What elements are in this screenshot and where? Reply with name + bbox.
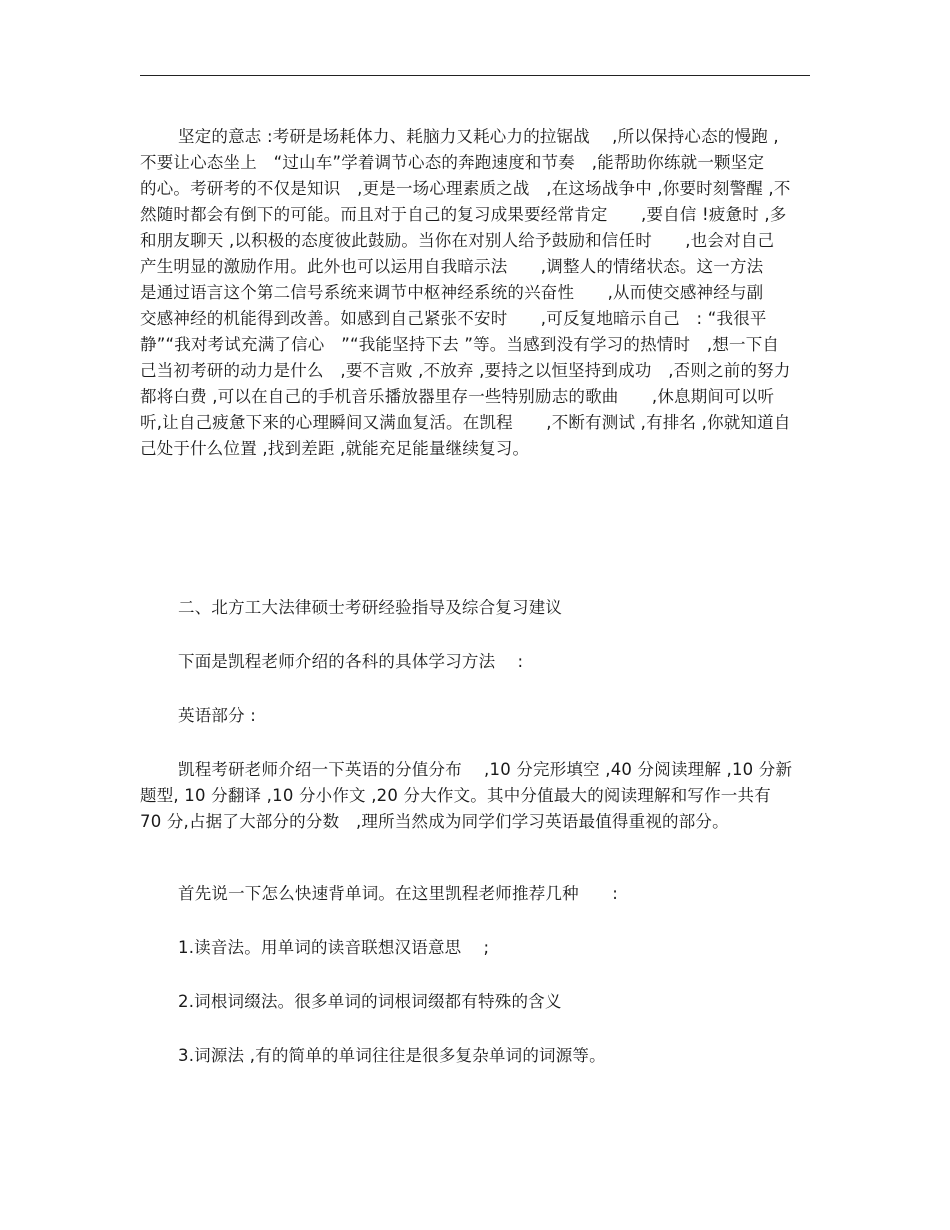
vocab-intro-paragraph: 首先说一下怎么快速背单词。在这里凯程老师推荐几种 : bbox=[178, 884, 618, 903]
text-line: 凯程考研老师介绍一下英语的分值分布 ,10 分完形填空 ,40 分阅读理解 ,10 分新 bbox=[178, 760, 793, 779]
text-line: 是通过语言这个第二信号系统来调节中枢神经系统的兴奋性 ,从而使交感神经与副 bbox=[140, 283, 764, 302]
text-line: 己当初考研的动力是什么 ,要不言败 ,不放弃 ,要持之以恒坚持到成功 ,否则之前的努力 bbox=[140, 361, 791, 380]
text-line: 然随时都会有倒下的可能。而且对于自己的复习成果要经常肯定 ,要自信 !疲惫时 ,多 bbox=[140, 205, 787, 224]
text-line: 坚定的意志 :考研是场耗体力、耗脑力又耗心力的拉锯战 ,所以保持心态的慢跑 , bbox=[178, 127, 779, 146]
section-heading: 二、北方工大法律硕士考研经验指导及综合复习建议 bbox=[178, 598, 563, 617]
text-line: 的心。考研考的不仅是知识 ,更是一场心理素质之战 ,在这场战争中 ,你要时刻警醒 ,不 bbox=[140, 179, 791, 198]
text-line: 交感神经的机能得到改善。如感到自己紧张不安时 ,可反复地暗示自己 : “我很平 bbox=[140, 309, 767, 328]
method-item-3: 3.词源法 ,有的简单的单词往往是很多复杂单词的词源等。 bbox=[178, 1046, 606, 1065]
method-item-2: 2.词根词缀法。很多单词的词根词缀都有特殊的含义 bbox=[178, 992, 562, 1011]
text-line: 不要让心态坐上 “过山车”学着调节心态的奔跑速度和节奏 ,能帮助你练就一颗坚定 bbox=[140, 153, 765, 172]
intro-paragraph: 下面是凯程老师介绍的各科的具体学习方法 : bbox=[178, 652, 524, 671]
english-section-title: 英语部分 : bbox=[178, 706, 257, 725]
paragraph-english-scores bbox=[140, 757, 812, 835]
paragraph-willpower bbox=[140, 124, 812, 462]
text-line: 题型, 10 分翻译 ,10 分小作文 ,20 分大作文。其中分值最大的阅读理解和写作一共有 bbox=[140, 786, 771, 805]
text-line: 听,让自己疲惫下来的心理瞬间又满血复活。在凯程 ,不断有测试 ,有排名 ,你就知道自 bbox=[140, 413, 791, 432]
text-line: 都将白费 ,可以在自己的手机音乐播放器里存一些特别励志的歌曲 ,休息期间可以听 bbox=[140, 387, 775, 406]
text-line: 产生明显的激励作用。此外也可以运用自我暗示法 ,调整人的情绪状态。这一方法 bbox=[140, 257, 764, 276]
method-item-1: 1.读音法。用单词的读音联想汉语意思 ; bbox=[178, 938, 490, 957]
text-line: 己处于什么位置 ,找到差距 ,就能充足能量继续复习。 bbox=[140, 439, 530, 458]
text-line: 静”“我对考试充满了信心 ”“我能坚持下去 ”等。当感到没有学习的热情时 ,想一下自 bbox=[140, 335, 780, 354]
header-rule bbox=[140, 75, 810, 76]
text-line: 70 分,占据了大部分的分数 ,理所当然成为同学们学习英语最值得重视的部分。 bbox=[140, 812, 729, 831]
text-line: 和朋友聊天 ,以积极的态度彼此鼓励。当你在对别人给予鼓励和信任时 ,也会对自己 bbox=[140, 231, 775, 250]
